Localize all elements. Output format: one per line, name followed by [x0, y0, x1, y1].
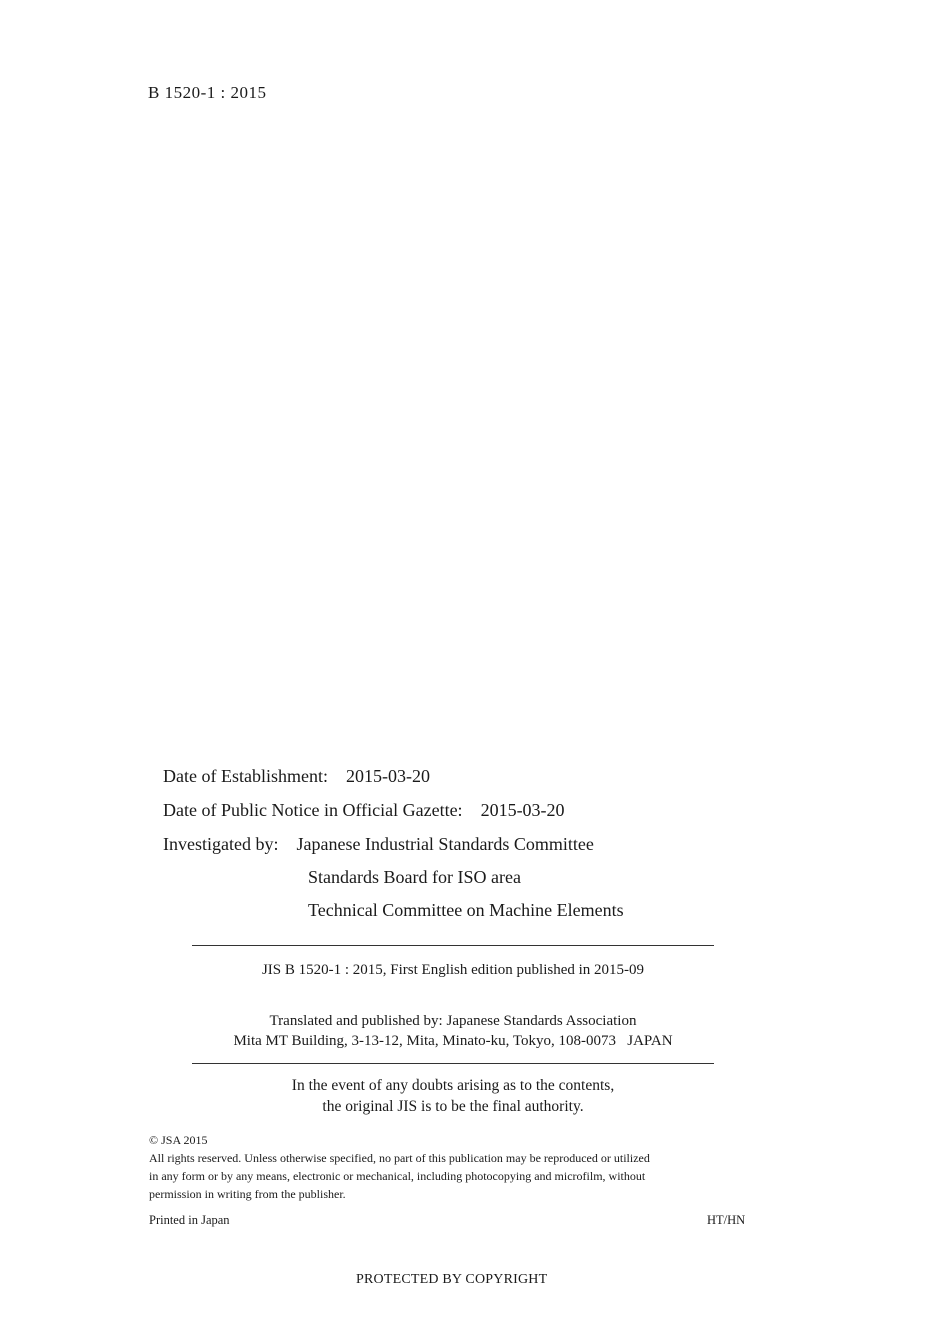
rights-line-3: permission in writing from the publisher.: [149, 1187, 346, 1201]
investigated-label: Investigated by:: [163, 834, 279, 854]
establishment-row: [163, 766, 430, 787]
investigated-row: [163, 834, 594, 855]
divider-bottom: [192, 1063, 714, 1064]
investigated-committee-1: Japanese Industrial Standards Committee: [296, 834, 594, 854]
publisher-address: Mita MT Building, 3-13-12, Mita, Minato-ku, Tokyo, 108-0073 JAPAN: [233, 1033, 673, 1049]
gazette-label: Date of Public Notice in Official Gazette:: [163, 800, 463, 820]
rights-line-2: in any form or by any means, electronic or mechanical, including photocopying and microfilm, without: [149, 1169, 646, 1183]
print-codes: HT/HN: [707, 1213, 746, 1227]
investigated-committee-3: Technical Committee on Machine Elements: [308, 900, 624, 920]
investigated-committee-2: Standards Board for ISO area: [308, 867, 521, 887]
authority-note-line-2: the original JIS is to be the final authority.: [322, 1098, 584, 1115]
authority-note-line-1: In the event of any doubts arising as to the contents,: [291, 1077, 615, 1094]
establishment-label: Date of Establishment:: [163, 766, 328, 786]
protected-by-copyright: PROTECTED BY COPYRIGHT: [356, 1272, 548, 1287]
edition-statement: JIS B 1520-1 : 2015, First English edition published in 2015-09: [261, 962, 645, 978]
copyright-notice: © JSA 2015: [149, 1133, 208, 1147]
gazette-row: [163, 800, 565, 821]
standard-code: B 1520-1 : 2015: [148, 83, 267, 102]
rights-line-1: All rights reserved. Unless otherwise specified, no part of this publication may be reproduced or utilized: [149, 1151, 650, 1165]
printed-in: Printed in Japan: [149, 1213, 230, 1227]
publisher-line: Translated and published by: Japanese Standards Association: [269, 1013, 637, 1029]
divider-top: [192, 945, 714, 946]
gazette-date: 2015-03-20: [480, 800, 565, 820]
establishment-date: 2015-03-20: [345, 766, 430, 786]
